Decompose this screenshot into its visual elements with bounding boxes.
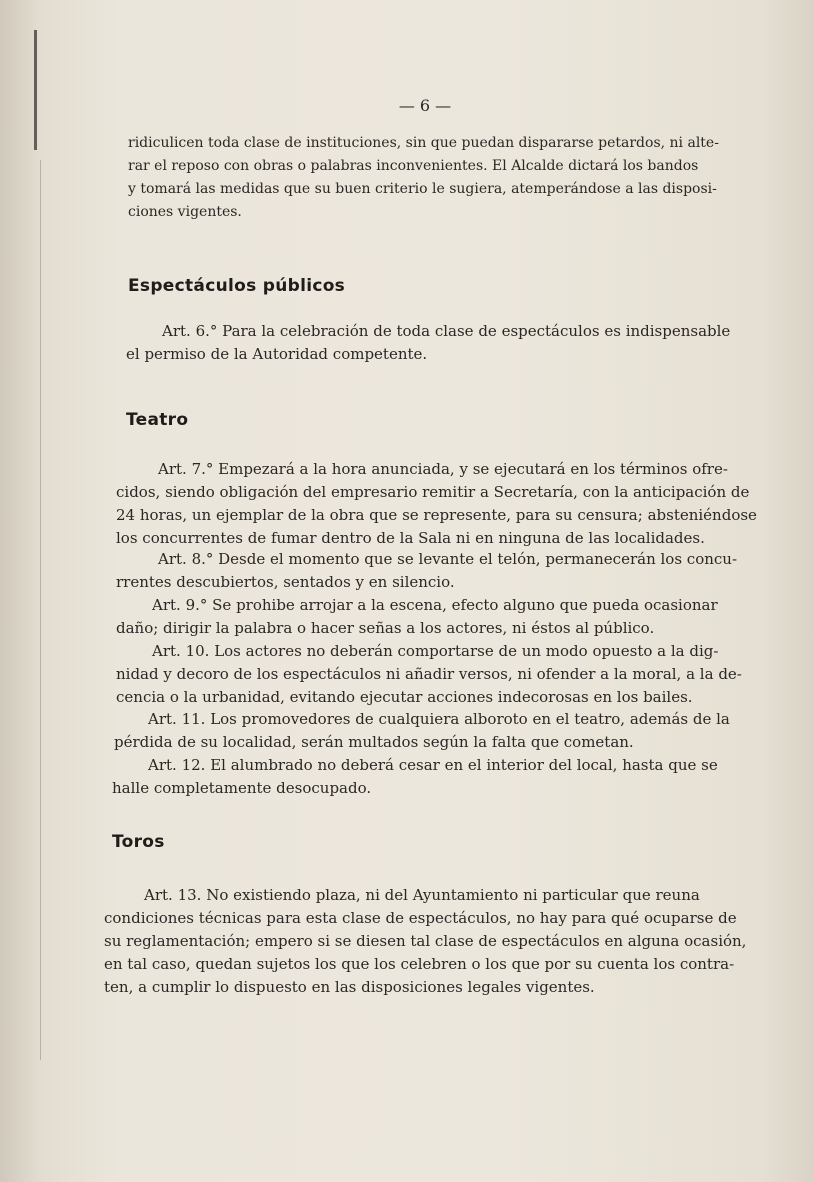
article-13: [104, 884, 747, 999]
binding-mark: [34, 30, 37, 150]
article-10: [116, 640, 742, 709]
page-number: — 6 —: [398, 96, 452, 115]
article-9: [116, 594, 742, 640]
text-line: cencia o la urbanidad, evitando ejecutar acciones indecorosas en los bailes.: [116, 688, 693, 706]
section-heading-teatro: Teatro: [126, 410, 189, 430]
text-line: rar el reposo con obras o palabras inconvenientes. El Alcalde dictará los bandos: [128, 158, 699, 174]
page-fold-line: [40, 160, 41, 1060]
text-line: nidad y decoro de los espectáculos ni añadir versos, ni ofender a la moral, a la de-: [116, 665, 742, 683]
text-line: ciones vigentes.: [128, 204, 242, 220]
text-line: Art. 13. No existiendo plaza, ni del Ayuntamiento ni particular que reuna: [144, 886, 700, 904]
text-line: los concurrentes de fumar dentro de la Sala ni en ninguna de las localidades.: [116, 529, 705, 547]
text-line: cidos, siendo obligación del empresario remitir a Secretaría, con la anticipación de: [116, 483, 750, 501]
section-heading-espectaculos: Espectáculos públicos: [128, 276, 346, 296]
text-line: el permiso de la Autoridad competente.: [126, 345, 428, 363]
section-heading-toros: Toros: [112, 832, 165, 852]
text-line: daño; dirigir la palabra o hacer señas a los actores, ni éstos al público.: [116, 619, 655, 637]
article-6: [126, 320, 738, 366]
intro-paragraph: [128, 132, 740, 224]
text-line: Art. 12. El alumbrado no deberá cesar en el interior del local, hasta que se: [148, 756, 718, 774]
text-line: ten, a cumplir lo dispuesto en las disposiciones legales vigentes.: [104, 978, 595, 996]
article-7: [116, 458, 757, 550]
text-line: ridiculicen toda clase de instituciones, sin que puedan dispararse petardos, ni alte-: [128, 135, 719, 151]
text-line: Art. 7.° Empezará a la hora anunciada, y se ejecutará en los términos ofre-: [158, 460, 728, 478]
text-line: su reglamentación; empero si se diesen tal clase de espectáculos en alguna ocasión,: [104, 932, 747, 950]
article-11: [114, 708, 742, 754]
text-line: condiciones técnicas para esta clase de espectáculos, no hay para qué ocuparse de: [104, 909, 737, 927]
text-line: halle completamente desocupado.: [112, 779, 372, 797]
article-12: [112, 754, 742, 800]
text-line: y tomará las medidas que su buen criterio le sugiera, atemperándose a las disposi-: [128, 181, 717, 197]
text-line: rrentes descubiertos, sentados y en silencio.: [116, 573, 455, 591]
text-line: 24 horas, un ejemplar de la obra que se represente, para su censura; absteniéndose: [116, 506, 757, 524]
text-line: Art. 8.° Desde el momento que se levante el telón, permanecerán los concu-: [158, 550, 738, 568]
text-line: pérdida de su localidad, serán multados según la falta que cometan.: [114, 733, 634, 751]
article-8: [116, 548, 742, 594]
text-line: Art. 9.° Se prohibe arrojar a la escena, efecto alguno que pueda ocasionar: [152, 596, 718, 614]
text-line: Art. 11. Los promovedores de cualquiera alboroto en el teatro, además de la: [148, 710, 730, 728]
text-line: Art. 10. Los actores no deberán comportarse de un modo opuesto a la dig-: [152, 642, 719, 660]
text-line: en tal caso, quedan sujetos los que los celebren o los que por su cuenta los contra-: [104, 955, 735, 973]
text-line: Art. 6.° Para la celebración de toda clase de espectáculos es indispensable: [162, 322, 731, 340]
